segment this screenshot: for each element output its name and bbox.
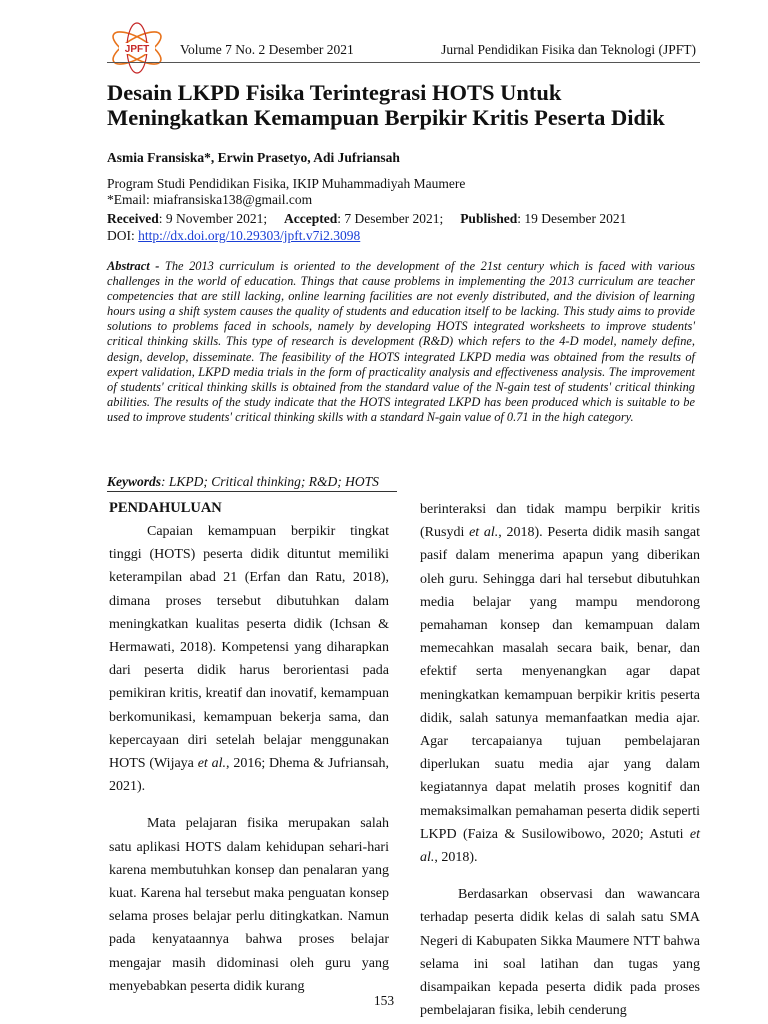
paragraph: Mata pelajaran fisika merupakan salah satu aplikasi HOTS dalam kehidupan sehari-hari karena membutuhkan konsep dan penalaran yang kuat. Karena hal tersebut maka penguatan konsep selama proses belajar perlu ditingkatkan. Namun pada kenyataannya bahwa proses belajar mengajar masih didominasi oleh guru yang menyebabkan peserta didik kurang xyxy=(109,816,389,994)
doi-link[interactable]: http://dx.doi.org/10.29303/jpft.v7i2.3098 xyxy=(138,228,361,243)
affiliation: Program Studi Pendidikan Fisika, IKIP Muhammadiyah Maumere xyxy=(107,176,466,191)
page-number: 153 xyxy=(373,993,395,1008)
abstract-label: Abstract - xyxy=(107,259,165,273)
body-right-column xyxy=(420,498,700,1022)
volume-info: Volume 7 No. 2 Desember 2021 xyxy=(180,42,354,57)
received-date: : 9 November 2021; xyxy=(158,211,268,226)
keywords-label: Keywords xyxy=(107,474,161,489)
paragraph: Capaian kemampuan berpikir tingkat tinggi (HOTS) peserta didik dituntut memiliki keterampilan abad 21 (Erfan dan Ratu, 2018), dimana proses tersebut dibutuhkan dalam meningkatkan kualitas peserta didik (Ichsan & Hermawati, 2018). Kompetensi yang diharapkan dari peserta didik harus berorientasi pada pemikiran kritis, kreatif dan inovatif, kemampuan berkomunikasi, kemampuan bekerja sama, dan kepercayaan diri setelah belajar menggunakan HOTS (Wijaya et al., 2016; Dhema & Jufriansah, 2021). xyxy=(109,524,389,795)
accepted-label: Accepted xyxy=(283,211,338,226)
paragraph: berinteraksi dan tidak mampu berpikir kritis (Rusydi et al., 2018). Peserta didik masih sangat pasif dalam menerima apapun yang diberikan oleh guru. Sehingga dari hal tersebut dibutuhkan media belajar yang mampu mendorong pemahaman konsep dan kemampuan dalam memecahkan masalah secara baik, benar, dan efektif serta menyenangkan agar dapat meningkatkan kemampuan berpikir kritis peserta didik, salah satunya memanfaatkan media ajar. Agar tercapaianya tujuan pembelajaran diperlukan suatu media ajar yang dalam kegiatannya dapat melatih proses kognitif dan memaksimalkan pemahaman peserta didik seperti LKPD (Faiza & Susilowibowo, 2020; Astuti et al., 2018). xyxy=(420,502,701,866)
doi-label: DOI: xyxy=(107,228,139,243)
article-title: Desain LKPD Fisika Terintegrasi HOTS Untuk Meningkatkan Kemampuan Berpikir Kritis Peserta Didik xyxy=(107,80,665,130)
received-label: Received xyxy=(107,211,159,226)
section-heading: PENDAHULUAN xyxy=(109,500,222,516)
abstract-text: The 2013 curriculum is oriented to the development of the 21st century which is faced with various challenges in the world of education. Things that cause problems in implementing the 2013 curriculum are teacher competencies that are still lacking, online learning facilities are not evenly distributed, and the division of learning hours using a shift system causes the quality of students and education itself to be lacking. This study aims to provide solutions to problems faced in schools, namely by developing HOTS integrated worksheets to improve students' critical thinking skills. This type of research is development (R&D) which refers to the 4-D model, namely define, design, develop, disseminate. The feasibility of the HOTS integrated LKPD media was obtained from the results of expert validation, LKPD media trials in the form of practicality analysis and effectiveness analysis. The improvement of students' critical thinking skills is obtained from the standard value of the N-gain test of students' critical thinking abilities. The results of the study indicate that the HOTS integrated LKPD has been produced which is suitable to be used to improve students' critical thinking skills with a standard N-gain value of 0.71 in the high category. xyxy=(107,259,695,424)
keywords-divider xyxy=(107,491,397,492)
abstract xyxy=(107,259,695,425)
published-date: : 19 Desember 2021 xyxy=(517,211,627,226)
paragraph: Berdasarkan observasi dan wawancara terhadap peserta didik kelas di salah satu SMA Negeri di Kabupaten Sikka Maumere NTT bahwa selama ini soal latihan dan tugas yang disampaikan kepada peserta didik pada proses pembelajaran fisika, lebih cenderung xyxy=(420,887,700,1019)
journal-name: Jurnal Pendidikan Fisika dan Teknologi (JPFT) xyxy=(441,42,696,57)
journal-logo xyxy=(107,20,167,76)
accepted-date: : 7 Desember 2021; xyxy=(337,211,444,226)
published-label: Published xyxy=(460,211,518,226)
keywords-value: : LKPD; Critical thinking; R&D; HOTS xyxy=(161,474,379,489)
affiliation-block xyxy=(107,163,465,208)
body-left-column xyxy=(109,498,389,998)
logo-text: JPFT xyxy=(124,44,150,55)
keywords xyxy=(107,474,379,490)
publication-dates xyxy=(107,210,626,244)
authors: Asmia Fransiska*, Erwin Prasetyo, Adi Jufriansah xyxy=(107,150,400,165)
email: *Email: miafransiska138@gmail.com xyxy=(107,192,313,207)
header-divider xyxy=(107,62,700,63)
